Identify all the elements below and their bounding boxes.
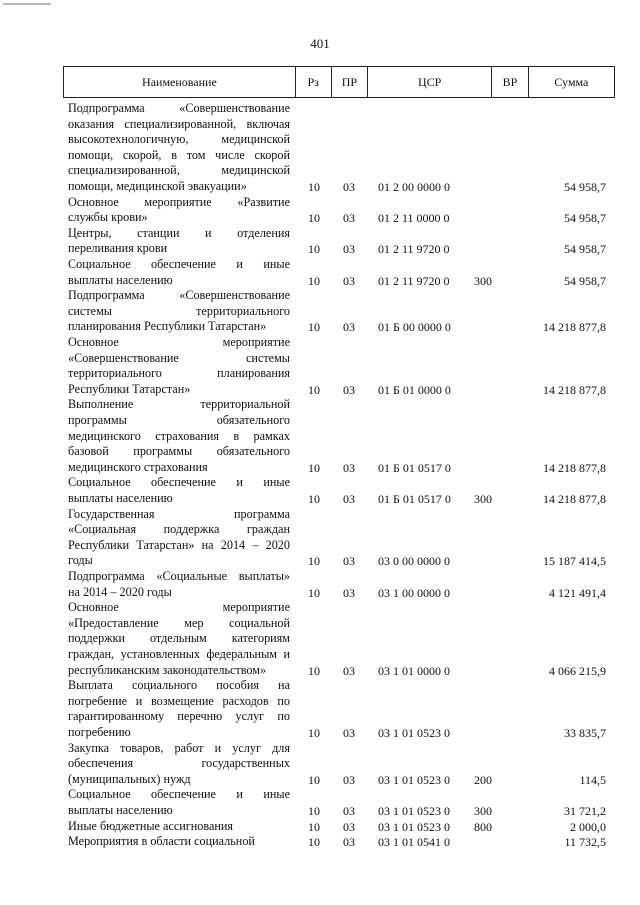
- row-name-line: Основное мероприятие «Развитие: [68, 194, 290, 209]
- row-sum: 14 218 877,8: [543, 460, 606, 475]
- row-csr: 03 1 01 0523 0: [378, 726, 450, 740]
- row-rz: 10: [308, 273, 320, 288]
- row-name: [68, 507, 290, 569]
- row-rz: 10: [308, 460, 320, 475]
- row-pr: 03: [343, 585, 355, 600]
- row-name-line: обеспечения государственных: [68, 756, 290, 771]
- row-pr: 03: [343, 382, 355, 397]
- row-pr: 03: [343, 554, 355, 569]
- row-pr: 03: [343, 273, 355, 288]
- row-sum: 54 958,7: [564, 211, 606, 226]
- row-name: [68, 741, 290, 788]
- row-name-line: Республики Татарстан»: [68, 381, 191, 396]
- row-rz: 10: [308, 554, 320, 569]
- row-sum: 33 835,7: [564, 726, 606, 740]
- row-csr: 01 2 11 9720 0: [378, 242, 450, 257]
- row-pr: 03: [343, 772, 355, 787]
- row-csr: 01 2 11 9720 0: [378, 273, 450, 288]
- row-pr: 03: [343, 804, 355, 818]
- row-name-line: выплаты населению: [68, 272, 173, 287]
- row-name-line: системы территориального: [68, 303, 290, 318]
- row-name: [68, 787, 290, 818]
- row-name: [68, 678, 290, 740]
- row-name-line: выплаты населению: [68, 490, 173, 505]
- row-name-line: переливания крови: [68, 241, 168, 256]
- row-sum: 4 066 215,9: [549, 663, 606, 678]
- row-name-line: территориального планирования: [68, 366, 290, 381]
- row-name-line: Подпрограмма «Социальные выплаты»: [68, 569, 290, 583]
- row-sum: 54 958,7: [564, 180, 606, 194]
- row-csr: 03 1 01 0000 0: [378, 663, 450, 678]
- row-sum: 14 218 877,8: [543, 320, 606, 335]
- row-name-line: поддержки отдельным категориям: [68, 631, 290, 646]
- row-name-line: Социальное обеспечение и иные: [68, 787, 290, 802]
- row-sum: 31 721,2: [564, 804, 606, 818]
- row-name-line: годы: [68, 553, 93, 568]
- row-vr: 200: [474, 772, 492, 787]
- row-rz: 10: [308, 320, 320, 335]
- row-csr: 03 1 01 0523 0: [378, 819, 450, 834]
- header-sum: Сумма: [554, 74, 589, 89]
- row-sum: 15 187 414,5: [543, 554, 606, 569]
- row-rz: 10: [308, 819, 320, 834]
- row-name-line: Основное мероприятие: [68, 335, 290, 349]
- row-name-line: граждан, установленных федеральным и: [68, 646, 290, 661]
- header-vr: ВР: [492, 67, 529, 97]
- row-name: [68, 819, 290, 835]
- row-name-line: медицинского страхования в рамках: [68, 428, 290, 443]
- row-name: [68, 600, 290, 678]
- header-pr: ПР: [332, 67, 369, 97]
- row-sum: 54 958,7: [564, 273, 606, 288]
- row-name-line: (муниципальных) нужд: [68, 771, 191, 786]
- row-rz: 10: [308, 180, 320, 194]
- row-name-line: базовой программы обязательного: [68, 444, 290, 459]
- row-sum: 54 958,7: [564, 242, 606, 257]
- row-sum: 4 121 491,4: [549, 585, 606, 600]
- row-vr: 300: [474, 804, 492, 818]
- row-sum: 14 218 877,8: [543, 492, 606, 506]
- row-name-line: Подпрограмма «Совершенствование: [68, 101, 290, 115]
- row-name-line: медицинского страхования: [68, 459, 208, 474]
- row-name-line: Подпрограмма «Совершенствование: [68, 288, 290, 303]
- row-rz: 10: [308, 726, 320, 740]
- row-name: [68, 101, 290, 195]
- row-name: [68, 834, 290, 850]
- row-pr: 03: [343, 460, 355, 475]
- row-name-line: помощи, скорой, в том числе скорой: [68, 147, 290, 162]
- row-name: [68, 226, 290, 257]
- row-name-line: «Совершенствование системы: [68, 350, 290, 365]
- row-name-line: помощи, медицинской эвакуации»: [68, 178, 247, 193]
- row-rz: 10: [308, 663, 320, 678]
- row-name-line: «Предоставление мер социальной: [68, 615, 290, 630]
- row-name-line: службы крови»: [68, 210, 148, 225]
- header-name: Наименование: [64, 67, 296, 97]
- row-name: [68, 475, 290, 506]
- row-pr: 03: [343, 320, 355, 335]
- row-csr: 01 Б 00 0000 0: [378, 320, 451, 335]
- page-number: 401: [310, 36, 330, 51]
- row-name-line: Закупка товаров, работ и услуг для: [68, 740, 290, 755]
- row-csr: 01 2 00 0000 0: [378, 180, 450, 194]
- row-sum: 114,5: [579, 772, 606, 787]
- row-name-line: высокотехнологичную, медицинской: [68, 132, 290, 147]
- row-rz: 10: [308, 772, 320, 787]
- row-name-line: погребению: [68, 724, 131, 739]
- row-name-line: Центры, станции и отделения: [68, 225, 290, 240]
- header-csr: ЦСР: [368, 67, 492, 97]
- row-csr: 03 1 01 0541 0: [378, 835, 450, 850]
- row-sum: 11 732,5: [564, 835, 606, 850]
- row-csr: 03 0 00 0000 0: [378, 554, 450, 569]
- row-name: [68, 397, 290, 475]
- row-name: [68, 288, 290, 335]
- row-csr: 03 1 01 0523 0: [378, 804, 450, 818]
- row-pr: 03: [343, 663, 355, 678]
- row-csr: 01 Б 01 0517 0: [378, 492, 451, 506]
- row-vr: 800: [474, 819, 492, 834]
- row-name-line: планирования Республики Татарстан»: [68, 319, 267, 334]
- row-name-line: Выполнение территориальной: [68, 397, 290, 412]
- row-name-line: Основное мероприятие: [68, 600, 290, 615]
- row-rz: 10: [308, 585, 320, 600]
- row-name: [68, 257, 290, 288]
- row-name-line: Республики Татарстан» на 2014 – 2020: [68, 537, 290, 552]
- row-name-line: «Социальная поддержка граждан: [68, 522, 290, 537]
- row-pr: 03: [343, 180, 355, 194]
- row-pr: 03: [343, 726, 355, 740]
- row-name-line: программы обязательного: [68, 412, 290, 427]
- row-pr: 03: [343, 819, 355, 834]
- row-rz: 10: [308, 211, 320, 226]
- header-rz: Рз: [296, 67, 332, 97]
- row-rz: 10: [308, 835, 320, 850]
- row-name-line: Социальное обеспечение и иные: [68, 475, 290, 490]
- row-name-line: Выплата социального пособия на: [68, 678, 290, 693]
- row-csr: 01 Б 01 0000 0: [378, 382, 451, 397]
- row-vr: 300: [474, 492, 492, 506]
- row-sum: 2 000,0: [570, 819, 606, 834]
- row-name-line: специализированной, медицинской: [68, 163, 290, 178]
- row-rz: 10: [308, 242, 320, 257]
- row-csr: 01 Б 01 0517 0: [378, 460, 451, 475]
- row-name-line: Иные бюджетные ассигнования: [68, 818, 234, 833]
- row-pr: 03: [343, 492, 355, 506]
- row-name-line: гарантированному перечню услуг по: [68, 709, 290, 724]
- row-rz: 10: [308, 382, 320, 397]
- row-pr: 03: [343, 242, 355, 257]
- row-name-line: на 2014 – 2020 годы: [68, 584, 172, 599]
- row-name-line: Государственная программа: [68, 506, 290, 521]
- row-name-line: республиканским законодательством»: [68, 662, 267, 677]
- row-csr: 01 2 11 0000 0: [378, 211, 450, 226]
- row-name: [68, 569, 290, 600]
- row-name-line: выплаты населению: [68, 802, 173, 817]
- row-rz: 10: [308, 804, 320, 818]
- row-sum: 14 218 877,8: [543, 382, 606, 397]
- row-csr: 03 1 00 0000 0: [378, 585, 450, 600]
- row-name: [68, 335, 290, 397]
- row-name-line: погребение и возмещение расходов по: [68, 693, 290, 708]
- row-name: [68, 195, 290, 226]
- row-name-line: Мероприятия в области социальной: [68, 834, 255, 849]
- row-name-line: оказания специализированной, включая: [68, 116, 290, 131]
- row-pr: 03: [343, 835, 355, 850]
- row-pr: 03: [343, 211, 355, 226]
- row-vr: 300: [474, 273, 492, 288]
- row-name-line: Социальное обеспечение и иные: [68, 257, 290, 271]
- row-rz: 10: [308, 492, 320, 506]
- row-csr: 03 1 01 0523 0: [378, 772, 450, 787]
